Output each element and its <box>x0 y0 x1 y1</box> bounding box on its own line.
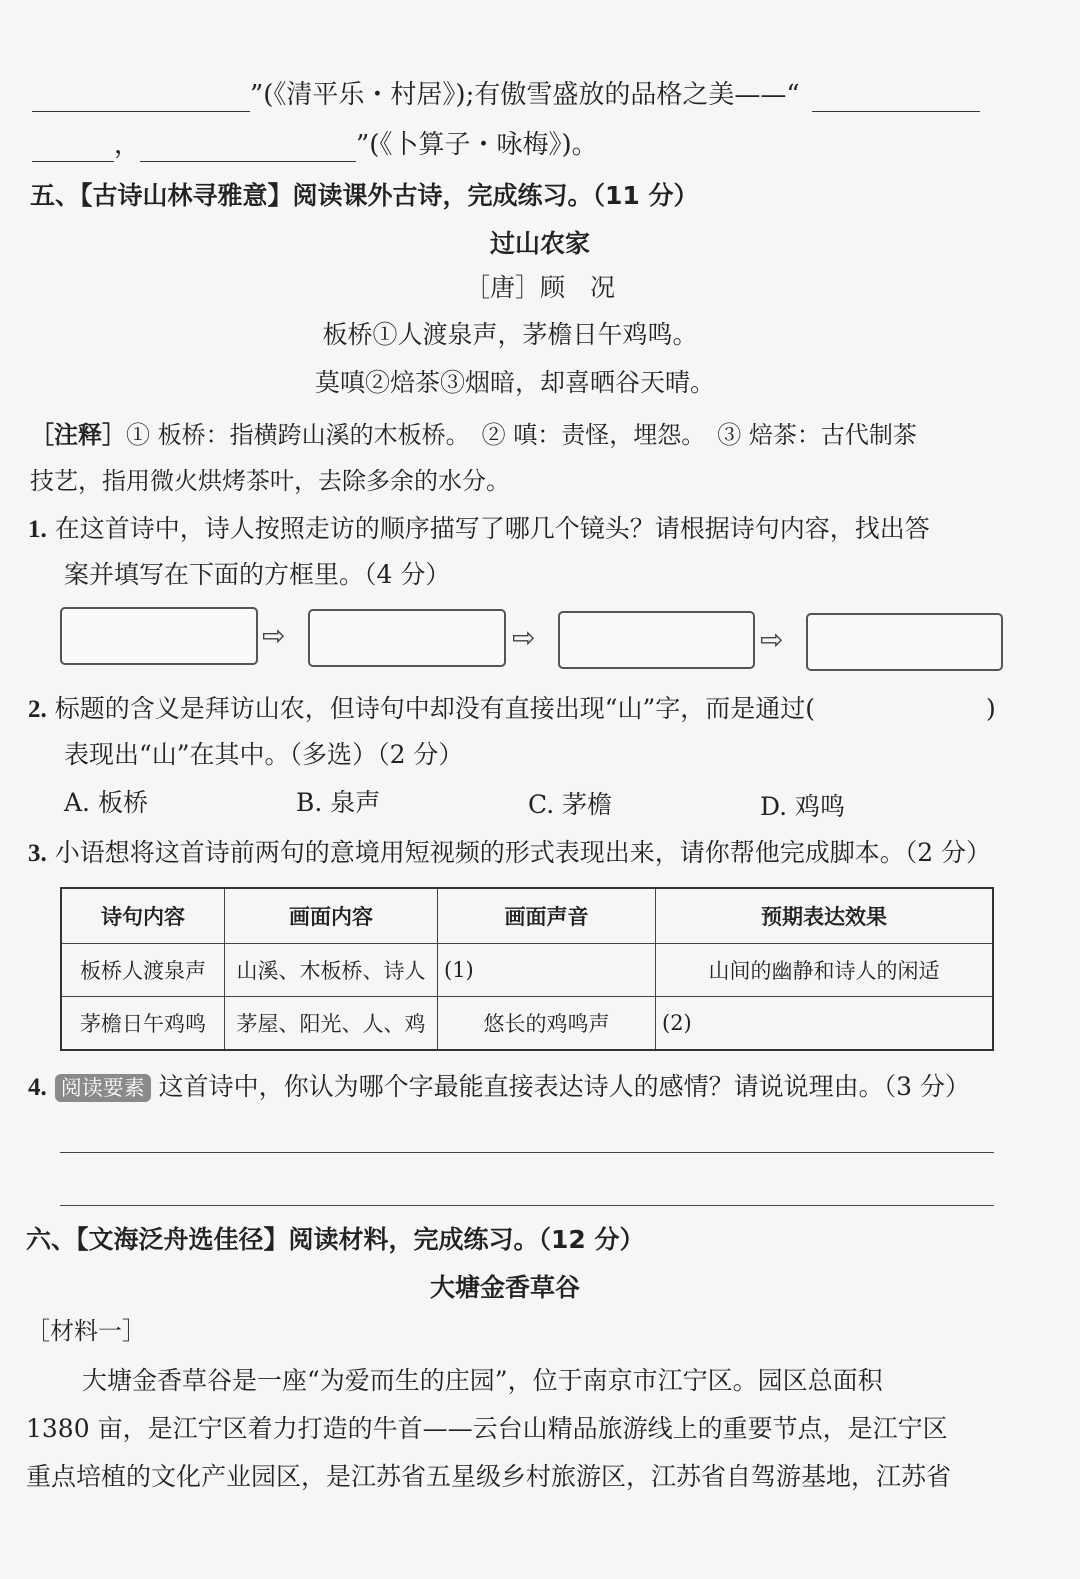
table-header: 诗句内容 <box>61 888 225 944</box>
table-header: 画面内容 <box>225 888 438 944</box>
poem-line-2: 莫嗔②焙茶③烟暗，却喜晒谷天晴。 <box>314 368 715 397</box>
question-number: 3. <box>28 840 47 867</box>
fill-line-2-text: ”(《卜算子・咏梅》)。 <box>356 130 598 160</box>
question-2 <box>28 692 815 727</box>
table-row <box>61 944 993 997</box>
answer-blank[interactable] <box>812 85 980 112</box>
table-cell-answer[interactable]: (2) <box>656 997 994 1051</box>
fill-line-1 <box>32 78 980 112</box>
notes-label: ［注释］ <box>30 421 126 449</box>
arrow-right-icon: ⇨ <box>760 623 784 656</box>
answer-box-2[interactable] <box>308 609 506 667</box>
option-d[interactable]: D. 鸡鸣 <box>760 792 846 821</box>
paragraph-line-2: 1380 亩，是江宁区着力打造的牛首——云台山精品旅游线上的重要节点，是江宁区 <box>26 1414 948 1443</box>
question-4 <box>28 1070 970 1105</box>
question-1-line-1: 在这首诗中，诗人按照走访的顺序描写了哪几个镜头？请根据诗句内容，找出答 <box>54 514 930 543</box>
answer-box-1[interactable] <box>60 607 258 665</box>
arrow-right-icon: ⇨ <box>512 621 536 654</box>
table-row <box>61 997 993 1051</box>
question-number: 1. <box>28 516 47 543</box>
question-2-line-1: 标题的含义是拜访山农，但诗句中却没有直接出现“山”字，而是通过( <box>54 694 816 723</box>
question-number: 4. <box>28 1074 47 1101</box>
option-a[interactable]: A. 板桥 <box>64 788 148 817</box>
script-table <box>60 887 994 1051</box>
table-cell: 悠长的鸡鸣声 <box>438 997 656 1051</box>
table-cell: 板桥人渡泉声 <box>61 944 225 997</box>
fill-line-1-text: ”(《清平乐・村居》);有傲雪盛放的品格之美——“ <box>250 80 800 110</box>
notes <box>30 418 917 452</box>
section-6-heading: 六、【文海泛舟选佳径】阅读材料，完成练习。（12 分） <box>26 1225 645 1254</box>
question-3-text: 小语想将这首诗前两句的意境用短视频的形式表现出来，请你帮他完成脚本。（2 分） <box>54 838 992 867</box>
answer-paren-blank[interactable] <box>870 692 978 726</box>
material-label: ［材料一］ <box>26 1317 146 1345</box>
table-header-row <box>61 888 993 944</box>
poem-line-1: 板桥①人渡泉声，茅檐日午鸡鸣。 <box>322 320 698 349</box>
option-c[interactable]: C. 茅檐 <box>528 790 613 819</box>
table-header: 预期表达效果 <box>656 888 994 944</box>
poem-title: 过山农家 <box>489 229 590 258</box>
paragraph-line-1: 大塘金香草谷是一座“为爱而生的庄园”，位于南京市江宁区。园区总面积 <box>82 1366 883 1395</box>
question-1 <box>28 512 930 547</box>
article-title: 大塘金香草谷 <box>429 1273 580 1302</box>
question-2-paren-close: ) <box>986 694 996 723</box>
fill-line-2 <box>32 128 598 162</box>
answer-blank[interactable] <box>140 135 356 162</box>
answer-blank[interactable] <box>32 135 114 162</box>
table-cell: 茅屋、阳光、人、鸡 <box>225 997 438 1051</box>
paragraph-line-3: 重点培植的文化产业园区，是江苏省五星级乡村旅游区，江苏省自驾游基地，江苏省 <box>26 1462 952 1491</box>
poem-author: ［唐］顾 况 <box>464 273 615 302</box>
reading-element-tag: 阅读要素 <box>55 1074 151 1102</box>
question-number: 2. <box>28 696 47 723</box>
answer-box-3[interactable] <box>558 611 755 669</box>
section-5-heading: 五、【古诗山林寻雅意】阅读课外古诗，完成练习。（11 分） <box>30 181 699 210</box>
question-4-text: 这首诗中，你认为哪个字最能直接表达诗人的感情？请说说理由。（3 分） <box>158 1072 971 1101</box>
answer-line[interactable] <box>60 1152 994 1153</box>
table-cell: 山溪、木板桥、诗人 <box>225 944 438 997</box>
answer-line[interactable] <box>60 1205 994 1206</box>
table-header: 画面声音 <box>438 888 656 944</box>
notes-line-1: ① 板桥：指横跨山溪的木板桥。 ② 嗔：责怪，埋怨。 ③ 焙茶：古代制茶 <box>126 421 917 449</box>
question-2-line-2: 表现出“山”在其中。（多选）（2 分） <box>64 740 464 769</box>
question-3 <box>28 836 991 871</box>
arrow-right-icon: ⇨ <box>262 619 286 652</box>
table-cell: 茅檐日午鸡鸣 <box>61 997 225 1051</box>
option-b[interactable]: B. 泉声 <box>296 788 381 817</box>
answer-blank[interactable] <box>32 85 250 112</box>
answer-box-4[interactable] <box>806 613 1003 671</box>
fill-line-2-sep: ， <box>114 130 141 160</box>
table-cell-answer[interactable]: (1) <box>438 944 656 997</box>
table-cell: 山间的幽静和诗人的闲适 <box>656 944 994 997</box>
question-1-line-2: 案并填写在下面的方框里。（4 分） <box>64 560 451 589</box>
notes-line-2: 技艺，指用微火烘烤茶叶，去除多余的水分。 <box>30 467 510 495</box>
